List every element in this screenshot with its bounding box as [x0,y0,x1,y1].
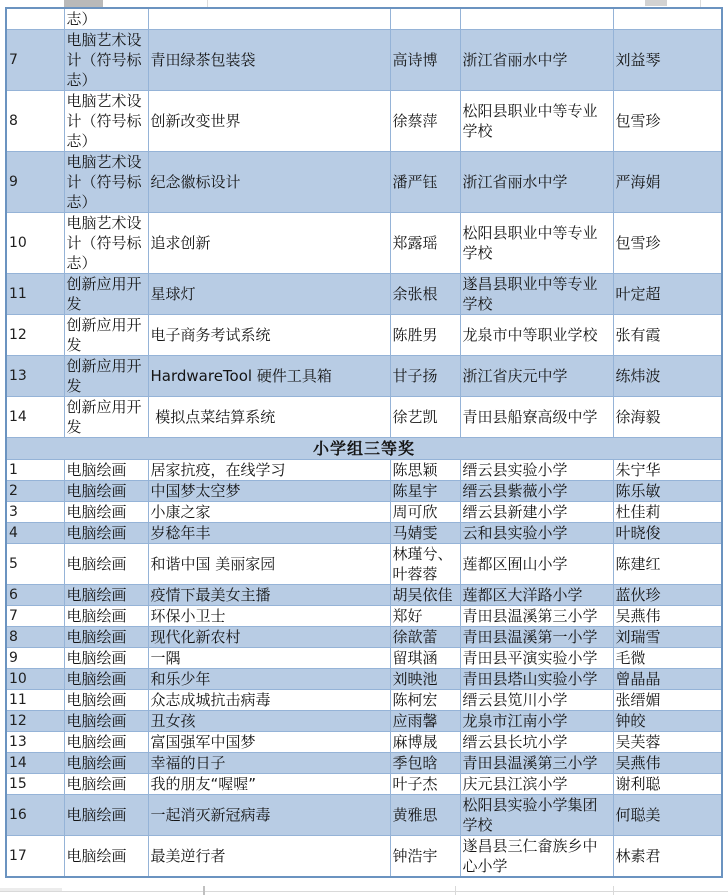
author-cell[interactable]: 胡吴依佳 [390,585,460,606]
awards-table [5,7,723,878]
teacher-cell[interactable]: 吴芙蓉 [613,732,722,753]
clipped-gridline-artifact [203,886,205,895]
table-row [6,836,722,878]
title-cell[interactable]: 富国强军中国梦 [148,732,390,753]
title-cell[interactable]: 创新改变世界 [148,91,390,152]
row-number-cell[interactable]: 11 [6,274,64,315]
title-cell[interactable]: 小康之家 [148,502,390,523]
author-cell[interactable]: 潘严钰 [390,152,460,213]
school-cell[interactable]: 遂昌县三仁畲族乡中心小学 [460,836,613,878]
author-cell[interactable]: 陈星宇 [390,481,460,502]
row-number-cell[interactable]: 10 [6,669,64,690]
row-number-cell[interactable] [6,8,64,30]
table-row [6,481,722,502]
clipped-gridline-artifact [455,886,456,895]
teacher-cell[interactable]: 刘瑞雪 [613,627,722,648]
clipped-bottom-gridline [0,891,728,892]
author-cell[interactable]: 高诗博 [390,30,460,91]
row-number-cell[interactable]: 4 [6,523,64,544]
table-row [6,544,722,585]
teacher-cell[interactable]: 何聪美 [613,795,722,836]
table-row [6,648,722,669]
school-cell[interactable]: 云和县实验小学 [460,523,613,544]
author-cell[interactable]: 马婧雯 [390,523,460,544]
row-number-cell[interactable]: 14 [6,753,64,774]
table-row [6,397,722,438]
category-cell[interactable]: 电脑绘画 [64,523,148,544]
author-cell[interactable]: 周可欣 [390,502,460,523]
table-row [6,795,722,836]
author-cell[interactable]: 郑露瑶 [390,213,460,274]
clipped-gridline-artifact [0,888,62,891]
author-cell[interactable]: 叶子杰 [390,774,460,795]
category-cell[interactable]: 电脑绘画 [64,627,148,648]
row-number-cell[interactable]: 8 [6,627,64,648]
author-cell[interactable]: 刘映池 [390,669,460,690]
category-cell[interactable]: 电脑绘画 [64,836,148,878]
school-cell[interactable]: 浙江省丽水中学 [460,152,613,213]
author-cell[interactable]: 甘子扬 [390,356,460,397]
teacher-cell[interactable]: 张缙媚 [613,690,722,711]
category-cell[interactable]: 电脑艺术设计（符号标志） [64,213,148,274]
author-cell[interactable]: 麻博晟 [390,732,460,753]
category-cell[interactable]: 创新应用开发 [64,274,148,315]
title-cell[interactable]: 最美逆行者 [148,836,390,878]
author-cell[interactable]: 郑好 [390,606,460,627]
row-number-cell[interactable]: 7 [6,606,64,627]
author-cell[interactable]: 应雨馨 [390,711,460,732]
category-cell[interactable]: 电脑绘画 [64,502,148,523]
author-cell[interactable]: 林瑾兮、叶蓉蓉 [390,544,460,585]
row-number-cell[interactable]: 2 [6,481,64,502]
title-cell[interactable]: 现代化新农村 [148,627,390,648]
table-row [6,606,722,627]
title-cell[interactable]: 我的朋友“喔喔” [148,774,390,795]
title-cell[interactable]: 和乐少年 [148,669,390,690]
author-cell[interactable]: 余张根 [390,274,460,315]
table-row [6,502,722,523]
teacher-cell[interactable]: 陈建红 [613,544,722,585]
author-cell[interactable]: 徐蔡萍 [390,91,460,152]
school-cell[interactable]: 莲都区大洋路小学 [460,585,613,606]
awards-table-container [5,7,723,878]
category-cell[interactable]: 电脑绘画 [64,606,148,627]
title-cell[interactable]: 一隅 [148,648,390,669]
title-cell[interactable]: 环保小卫士 [148,606,390,627]
teacher-cell[interactable]: 林素君 [613,836,722,878]
teacher-cell[interactable]: 严海娟 [613,152,722,213]
row-number-cell[interactable]: 12 [6,315,64,356]
row-number-cell[interactable]: 1 [6,460,64,481]
row-number-cell[interactable]: 16 [6,795,64,836]
author-cell[interactable]: 陈胜男 [390,315,460,356]
author-cell[interactable]: 徐歆蕾 [390,627,460,648]
table-row [6,732,722,753]
category-cell[interactable]: 电脑艺术设计（符号标志） [64,152,148,213]
teacher-cell[interactable]: 杜佳莉 [613,502,722,523]
title-cell[interactable]: 模拟点菜结算系统 [148,397,390,438]
school-cell[interactable] [460,8,613,30]
row-number-cell[interactable]: 3 [6,502,64,523]
school-cell[interactable]: 青田县船寮高级中学 [460,397,613,438]
row-number-cell[interactable]: 13 [6,356,64,397]
title-cell[interactable] [148,8,390,30]
title-cell[interactable]: 众志成城抗击病毒 [148,690,390,711]
teacher-cell[interactable]: 练炜波 [613,356,722,397]
title-cell[interactable]: 幸福的日子 [148,753,390,774]
row-number-cell[interactable]: 13 [6,732,64,753]
category-cell[interactable]: 电脑绘画 [64,460,148,481]
section-header-row [6,438,722,460]
category-cell[interactable]: 电脑艺术设计（符号标志） [64,91,148,152]
teacher-cell[interactable] [613,8,722,30]
category-cell[interactable]: 创新应用开发 [64,356,148,397]
teacher-cell[interactable]: 谢利聪 [613,774,722,795]
table-row [6,460,722,481]
table-row [6,690,722,711]
school-cell[interactable]: 松阳县实验小学集团学校 [460,795,613,836]
school-cell[interactable]: 青田县温溪第三小学 [460,753,613,774]
teacher-cell[interactable]: 吴燕伟 [613,753,722,774]
school-cell[interactable]: 龙泉市中等职业学校 [460,315,613,356]
teacher-cell[interactable]: 包雪珍 [613,213,722,274]
category-cell[interactable]: 电脑绘画 [64,669,148,690]
teacher-cell[interactable]: 陈乐敏 [613,481,722,502]
title-cell[interactable]: 和谐中国 美丽家园 [148,544,390,585]
title-cell[interactable]: 青田绿茶包装袋 [148,30,390,91]
row-number-cell[interactable]: 11 [6,690,64,711]
school-cell[interactable]: 庆元县江滨小学 [460,774,613,795]
teacher-cell[interactable]: 朱宁华 [613,460,722,481]
clipped-gridline-artifact [207,0,208,7]
school-cell[interactable]: 青田县温溪第三小学 [460,606,613,627]
table-row [6,91,722,152]
teacher-cell[interactable]: 钟皎 [613,711,722,732]
clipped-top-cell-artifact [64,0,103,7]
category-cell[interactable]: 创新应用开发 [64,315,148,356]
row-number-cell[interactable]: 5 [6,544,64,585]
teacher-cell[interactable]: 刘益琴 [613,30,722,91]
category-cell[interactable]: 电脑绘画 [64,690,148,711]
school-cell[interactable]: 青田县平演实验小学 [460,648,613,669]
table-row [6,213,722,274]
table-row [6,753,722,774]
table-row [6,523,722,544]
title-cell[interactable]: 岁稔年丰 [148,523,390,544]
school-cell[interactable]: 遂昌县职业中等专业学校 [460,274,613,315]
school-cell[interactable]: 浙江省庆元中学 [460,356,613,397]
table-row [6,274,722,315]
row-number-cell[interactable]: 17 [6,836,64,878]
school-cell[interactable]: 缙云县长坑小学 [460,732,613,753]
row-number-cell[interactable]: 14 [6,397,64,438]
teacher-cell[interactable]: 曾晶晶 [613,669,722,690]
clipped-gridline-artifact [613,886,614,895]
teacher-cell[interactable]: 叶定超 [613,274,722,315]
author-cell[interactable]: 留琪涵 [390,648,460,669]
title-cell[interactable]: 居家抗疫，在线学习 [148,460,390,481]
title-cell[interactable]: 电子商务考试系统 [148,315,390,356]
table-row [6,669,722,690]
title-cell[interactable]: 疫情下最美女主播 [148,585,390,606]
school-cell[interactable]: 青田县塔山实验小学 [460,669,613,690]
table-row [6,774,722,795]
row-number-cell[interactable]: 15 [6,774,64,795]
teacher-cell[interactable]: 包雪珍 [613,91,722,152]
school-cell[interactable]: 缙云县笕川小学 [460,690,613,711]
row-number-cell[interactable]: 10 [6,213,64,274]
author-cell[interactable]: 徐艺凯 [390,397,460,438]
teacher-cell[interactable]: 叶晓俊 [613,523,722,544]
teacher-cell[interactable]: 徐海毅 [613,397,722,438]
school-cell[interactable]: 缙云县新建小学 [460,502,613,523]
teacher-cell[interactable]: 吴燕伟 [613,606,722,627]
table-row [6,711,722,732]
table-row [6,585,722,606]
title-cell[interactable]: 纪念徽标设计 [148,152,390,213]
row-number-cell[interactable]: 9 [6,648,64,669]
category-cell[interactable]: 电脑绘画 [64,795,148,836]
author-cell[interactable]: 陈思颖 [390,460,460,481]
teacher-cell[interactable]: 毛微 [613,648,722,669]
category-cell[interactable]: 电脑艺术设计（符号标志） [64,30,148,91]
teacher-cell[interactable]: 张有霞 [613,315,722,356]
author-cell[interactable]: 钟浩宇 [390,836,460,878]
table-row [6,30,722,91]
clipped-top-tab-artifact [645,0,667,6]
author-cell[interactable]: 黄雅思 [390,795,460,836]
title-cell[interactable]: HardwareTool 硬件工具箱 [148,356,390,397]
section-header-cell[interactable]: 小学组三等奖 [6,438,722,460]
category-cell[interactable]: 电脑绘画 [64,585,148,606]
table-row [6,315,722,356]
category-cell[interactable]: 电脑绘画 [64,774,148,795]
author-cell[interactable]: 季包晗 [390,753,460,774]
category-cell[interactable]: 电脑绘画 [64,648,148,669]
category-cell[interactable]: 志） [64,8,148,30]
teacher-cell[interactable]: 蓝伙珍 [613,585,722,606]
title-cell[interactable]: 星球灯 [148,274,390,315]
awards-table-body [6,8,722,877]
school-cell[interactable]: 浙江省丽水中学 [460,30,613,91]
school-cell[interactable]: 缙云县实验小学 [460,460,613,481]
school-cell[interactable]: 龙泉市江南小学 [460,711,613,732]
row-number-cell[interactable]: 9 [6,152,64,213]
title-cell[interactable]: 追求创新 [148,213,390,274]
school-cell[interactable]: 缙云县紫薇小学 [460,481,613,502]
school-cell[interactable]: 松阳县职业中等专业学校 [460,213,613,274]
clipped-gridline-artifact [700,0,701,7]
category-cell[interactable]: 创新应用开发 [64,397,148,438]
row-number-cell[interactable]: 7 [6,30,64,91]
category-cell[interactable]: 电脑绘画 [64,711,148,732]
category-cell[interactable]: 电脑绘画 [64,732,148,753]
school-cell[interactable]: 莲都区囿山小学 [460,544,613,585]
title-cell[interactable]: 中国梦太空梦 [148,481,390,502]
row-number-cell[interactable]: 6 [6,585,64,606]
category-cell[interactable]: 电脑绘画 [64,753,148,774]
category-cell[interactable]: 电脑绘画 [64,481,148,502]
table-row [6,627,722,648]
title-cell[interactable]: 丑女孩 [148,711,390,732]
table-row [6,152,722,213]
category-cell[interactable]: 电脑绘画 [64,544,148,585]
author-cell[interactable] [390,8,460,30]
school-cell[interactable]: 青田县温溪第一小学 [460,627,613,648]
table-row [6,8,722,30]
table-row [6,356,722,397]
school-cell[interactable]: 松阳县职业中等专业学校 [460,91,613,152]
row-number-cell[interactable]: 8 [6,91,64,152]
author-cell[interactable]: 陈柯宏 [390,690,460,711]
row-number-cell[interactable]: 12 [6,711,64,732]
title-cell[interactable]: 一起消灭新冠病毒 [148,795,390,836]
